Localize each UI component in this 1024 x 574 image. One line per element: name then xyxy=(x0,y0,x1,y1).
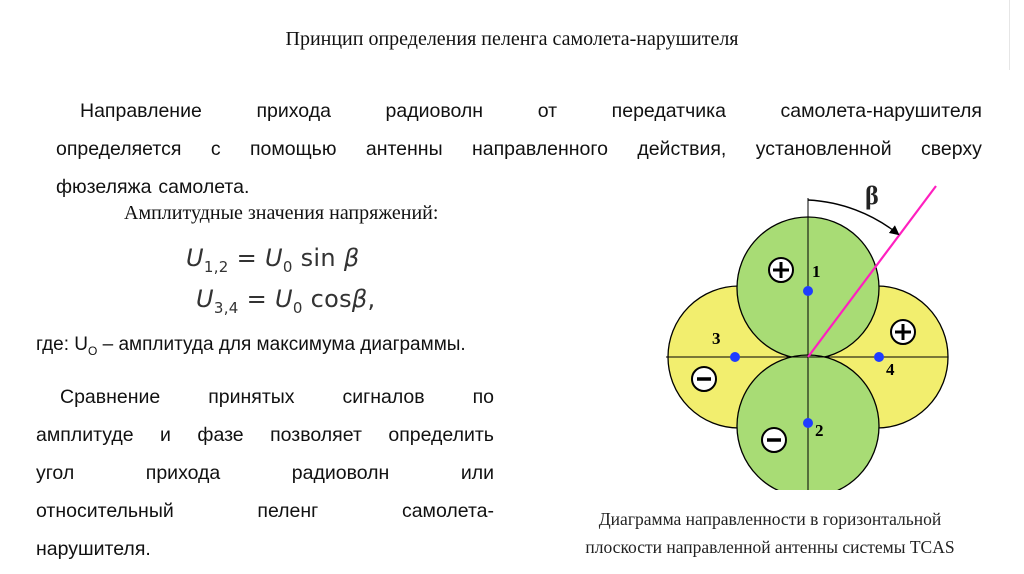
comparison-paragraph xyxy=(36,378,494,568)
comparison-line-1 xyxy=(36,378,494,416)
diagram-caption xyxy=(520,505,1020,561)
word: прихода xyxy=(145,462,221,484)
antenna-dot-1 xyxy=(803,286,813,296)
word: Сравнение xyxy=(60,386,161,408)
antenna-dot-3 xyxy=(730,352,740,362)
word: помощью xyxy=(249,138,337,160)
lobe-number-4: 4 xyxy=(886,360,895,379)
lobe-number-1: 1 xyxy=(812,262,821,281)
caption-line-2: плоскости направленной антенны системы TCAS xyxy=(585,537,955,557)
word: относительный xyxy=(36,500,174,522)
formula-u12: $U_{1,2} = U_0$ sin β xyxy=(186,244,360,276)
comparison-line-5 xyxy=(36,530,494,568)
plus-icon xyxy=(891,320,915,344)
word: определяется xyxy=(56,138,182,160)
word: антенны xyxy=(365,138,443,160)
antenna-pattern-diagram xyxy=(660,180,960,490)
comparison-line-2 xyxy=(36,416,494,454)
word: позволяет xyxy=(270,424,362,446)
word: сверху xyxy=(921,138,982,160)
minus-icon xyxy=(762,428,786,452)
word: по xyxy=(472,386,494,408)
caption-line-1: Диаграмма направленности в горизонтальной xyxy=(598,509,942,529)
word: нарушителя. xyxy=(36,538,151,560)
word: установленной xyxy=(755,138,892,160)
word: амплитуде xyxy=(36,424,134,446)
word: с xyxy=(210,138,221,160)
word: определить xyxy=(388,424,494,446)
comparison-line-4 xyxy=(36,492,494,530)
antenna-dot-4 xyxy=(874,352,884,362)
word: сигналов xyxy=(342,386,425,408)
word: самолета-нарушителя xyxy=(780,100,982,122)
word: и xyxy=(160,424,171,446)
uo-definition: где: $U_O$ – амплитуда для максимума диаграммы. xyxy=(36,334,466,358)
plus-icon xyxy=(769,258,793,282)
word: радиоволн xyxy=(385,100,484,122)
word: самолета. xyxy=(158,176,250,198)
intro-line-1 xyxy=(56,92,982,130)
antenna-dot-2 xyxy=(803,418,813,428)
comparison-line-3 xyxy=(36,454,494,492)
word: или xyxy=(460,462,494,484)
word: самолета- xyxy=(401,500,494,522)
word: передатчика xyxy=(611,100,726,122)
word: пеленг xyxy=(257,500,319,522)
minus-icon xyxy=(692,367,716,391)
beta-label: β xyxy=(865,181,879,210)
word: от xyxy=(537,100,558,122)
word: действия, xyxy=(637,138,727,160)
word: угол xyxy=(36,462,75,484)
intro-line-2 xyxy=(56,130,982,168)
amplitude-heading: Амплитудные значения напряжений: xyxy=(124,202,439,224)
word: радиоволн xyxy=(291,462,390,484)
word: прихода xyxy=(256,100,331,122)
word: Направление xyxy=(80,100,202,122)
slide-title: Принцип определения пеленга самолета-нарушителя xyxy=(285,28,739,50)
lobe-number-3: 3 xyxy=(712,329,721,348)
lobe-number-2: 2 xyxy=(815,421,824,440)
formula-u34: $U_{3,4} = U_0$ cosβ, xyxy=(196,285,376,317)
word: фазе xyxy=(197,424,244,446)
word: направленного xyxy=(472,138,608,160)
word: принятых xyxy=(208,386,295,408)
word: фюзеляжа xyxy=(56,176,152,198)
